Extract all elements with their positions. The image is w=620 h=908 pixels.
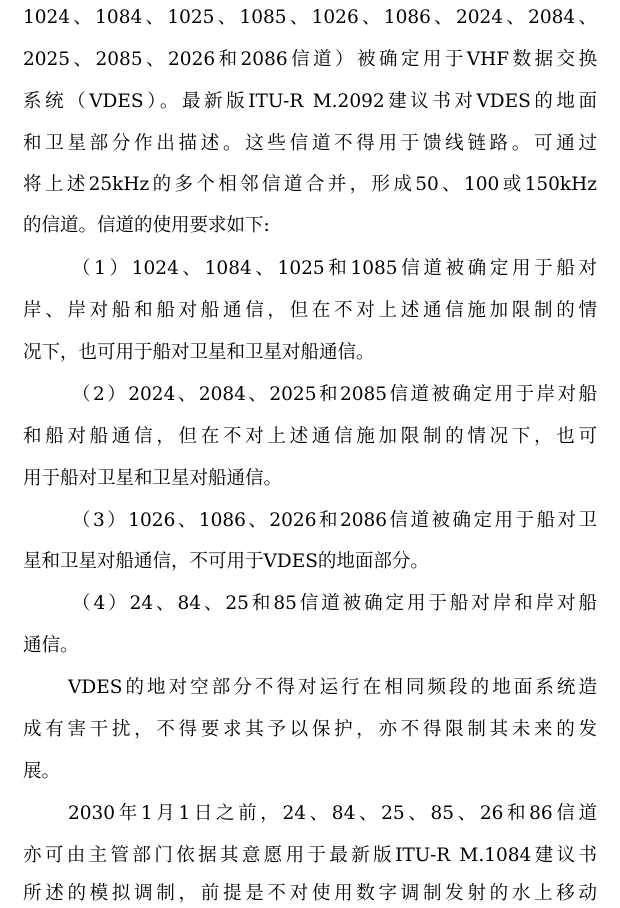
text-line: 和船对船通信，但在不对上述通信施加限制的情况下，也可: [23, 426, 597, 447]
text-line: （1）1024、1084、1025和1085信道被确定用于船对: [72, 258, 597, 279]
text-line: 1024、1084、1025、1085、1026、1086、2024、2084、: [23, 7, 597, 28]
text-line: （3）1026、1086、2026和2086信道被确定用于船对卫: [72, 510, 597, 531]
text-line: 2030年1月1日之前，24、84、25、85、26和86信道: [68, 803, 597, 824]
text-line: 况下，也可用于船对卫星和卫星对船通信。: [23, 342, 375, 363]
text-line: 2025、2085、2026和2086信道）被确定用于VHF数据交换: [23, 49, 597, 70]
text-line: 的信道。信道的使用要求如下:: [23, 215, 270, 236]
text-line: 成有害干扰，不得要求其予以保护，亦不得限制其未来的发: [23, 719, 597, 740]
text-line: 和卫星部分作出描述。这些信道不得用于馈线链路。可通过: [23, 133, 597, 154]
text-line: 所述的模拟调制，前提是不对使用数字调制发射的水上移动: [23, 883, 597, 904]
text-line: （4）24、84、25和85信道被确定用于船对岸和岸对船: [72, 593, 597, 614]
text-line: 用于船对卫星和卫星对船通信。: [23, 468, 283, 489]
text-line: 通信。: [23, 635, 79, 656]
text-line: 亦可由主管部门依据其意愿用于最新版ITU-R M.1084建议书: [23, 845, 597, 866]
text-line: 系统（VDES）。最新版ITU-R M.2092建议书对VDES的地面: [23, 91, 597, 112]
text-line: 星和卫星对船通信，不可用于VDES的地面部分。: [23, 551, 429, 572]
text-line: 展。: [23, 761, 61, 782]
text-line: （2）2024、2084、2025和2085信道被确定用于岸对船: [72, 384, 597, 405]
text-line: 岸、岸对船和船对船通信，但在不对上述通信施加限制的情: [23, 300, 597, 321]
text-line: 将上述25kHz的多个相邻信道合并，形成50、100或150kHz: [23, 174, 597, 195]
text-line: VDES的地对空部分不得对运行在相同频段的地面系统造: [68, 677, 597, 698]
